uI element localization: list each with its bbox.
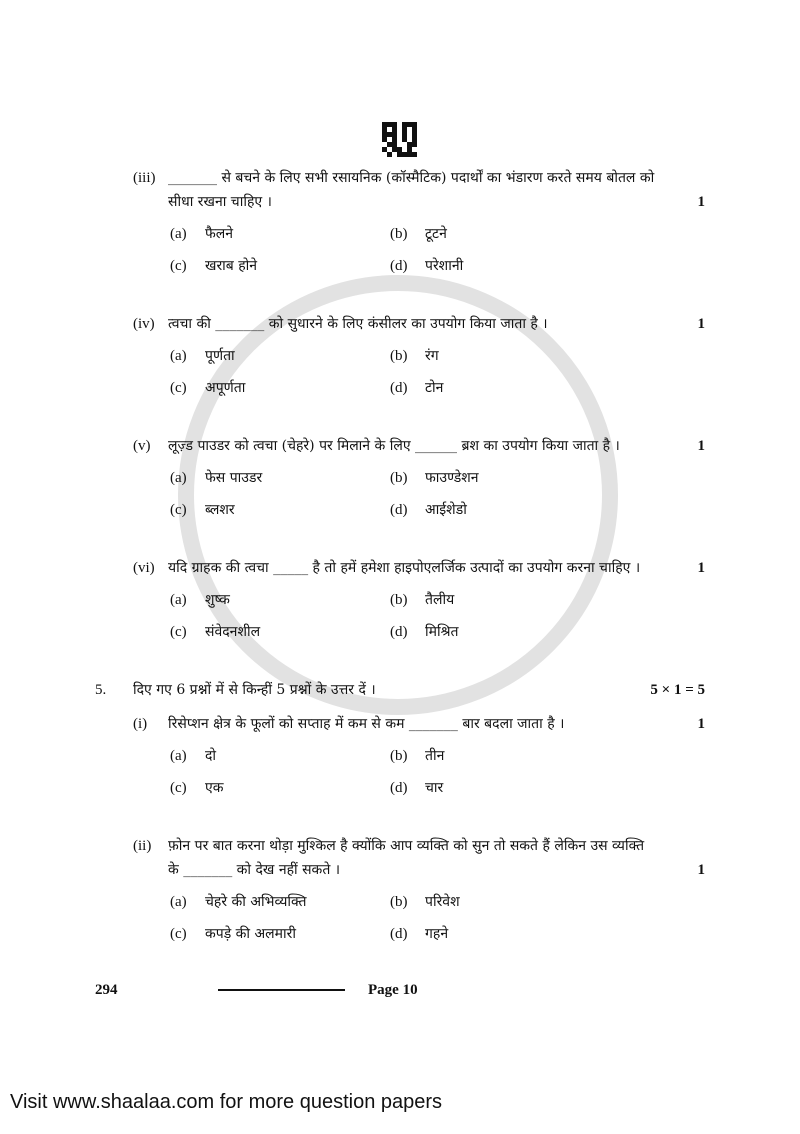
question-text-line: लूज़्ड पाउडर को त्वचा (चेहरे) पर मिलाने के लिए ______ ब्रश का उपयोग किया जाता है ।	[168, 438, 620, 454]
question-5-header	[95, 678, 705, 702]
question-number: (vi)	[133, 560, 155, 576]
options-grid	[170, 588, 705, 644]
question-5-instruction: दिए गए 6 प्रश्नों में से किन्हीं 5 प्रश्नों के उत्तर दें ।	[133, 682, 376, 698]
footer-rule	[218, 989, 345, 991]
question-row	[133, 312, 705, 336]
option-text: शुष्क	[205, 592, 230, 608]
option-text: फेस पाउडर	[205, 470, 263, 486]
option-text: आईशेडो	[425, 502, 467, 518]
question-text	[168, 834, 655, 882]
question-text	[168, 166, 655, 214]
question-5-marks: 5 × 1 = 5	[650, 682, 705, 698]
option[interactable]	[390, 344, 705, 368]
option[interactable]	[390, 890, 705, 914]
option-text: दो	[205, 748, 217, 764]
option[interactable]	[170, 222, 390, 246]
option-label: (a)	[170, 592, 187, 608]
question-text	[168, 434, 655, 458]
question-marks: 1	[697, 862, 705, 878]
question-number: (iii)	[133, 170, 156, 186]
options-grid	[170, 890, 705, 946]
question-text-line: रिसेप्शन क्षेत्र के फूलों को सप्ताह में कम से कम _______ बार बदला जाता है ।	[168, 716, 565, 732]
option[interactable]	[170, 776, 390, 800]
question-row	[133, 834, 705, 882]
option-text: परिवेश	[425, 894, 460, 910]
option-text: फैलने	[205, 226, 234, 242]
option-text: चेहरे की अभिव्यक्ति	[205, 894, 307, 910]
question-number: (i)	[133, 716, 148, 732]
option-label: (c)	[170, 780, 187, 796]
page-footer	[95, 980, 705, 1000]
option[interactable]	[170, 620, 390, 644]
option-label: (a)	[170, 348, 187, 364]
subject-code: 294	[95, 982, 118, 998]
option-text: ब्लशर	[205, 502, 235, 518]
option-label: (b)	[390, 348, 408, 364]
question-marks: 1	[697, 316, 705, 332]
question-4-list	[95, 166, 705, 644]
option[interactable]	[170, 922, 390, 946]
option-text: परेशानी	[425, 258, 464, 274]
option[interactable]	[390, 376, 705, 400]
option[interactable]	[170, 744, 390, 768]
question-text-line: के _______ को देख नहीं सकते ।	[168, 862, 341, 878]
question-block	[95, 834, 705, 946]
option-label: (d)	[390, 780, 408, 796]
question-text	[168, 556, 655, 580]
option-text: गहने	[425, 926, 449, 942]
question-text-line: सीधा रखना चाहिए ।	[168, 194, 272, 210]
option-text: अपूर्णता	[205, 380, 246, 396]
question-row	[133, 166, 705, 214]
question-5-list	[95, 712, 705, 946]
option-label: (c)	[170, 258, 187, 274]
question-text-line: यदि ग्राहक की त्वचा _____ है तो हमें हमेशा हाइपोएलर्जिक उत्पादों का उपयोग करना चाहिए ।	[168, 560, 641, 576]
option-label: (c)	[170, 502, 187, 518]
option-text: मिश्रित	[425, 624, 459, 640]
question-block	[95, 312, 705, 400]
option[interactable]	[390, 222, 705, 246]
question-number: (iv)	[133, 316, 155, 332]
option-label: (d)	[390, 926, 408, 942]
option-text: कपड़े की अलमारी	[205, 926, 297, 942]
question-block	[95, 434, 705, 522]
option[interactable]	[170, 498, 390, 522]
option-text: तैलीय	[425, 592, 455, 608]
option-label: (b)	[390, 226, 408, 242]
question-block	[95, 556, 705, 644]
options-grid	[170, 344, 705, 400]
option-label: (a)	[170, 748, 187, 764]
option-label: (d)	[390, 380, 408, 396]
option-label: (a)	[170, 894, 187, 910]
question-text-line: फ़ोन पर बात करना थोड़ा मुश्किल है क्योंकि आप व्यक्ति को सुन तो सकते हैं लेकिन उस व्यक्ति	[168, 838, 645, 854]
option[interactable]	[170, 466, 390, 490]
option-label: (c)	[170, 624, 187, 640]
question-number: (ii)	[133, 838, 152, 854]
options-grid	[170, 222, 705, 278]
options-grid	[170, 466, 705, 522]
question-marks: 1	[697, 560, 705, 576]
option-label: (b)	[390, 470, 408, 486]
option-label: (b)	[390, 748, 408, 764]
option[interactable]	[390, 466, 705, 490]
option-label: (d)	[390, 258, 408, 274]
question-text	[168, 712, 655, 736]
option-label: (b)	[390, 592, 408, 608]
options-grid	[170, 744, 705, 800]
question-row	[133, 556, 705, 580]
option-text: खराब होने	[205, 258, 258, 274]
question-block	[95, 712, 705, 800]
option-label: (d)	[390, 502, 408, 518]
option-label: (c)	[170, 380, 187, 396]
question-marks: 1	[697, 716, 705, 732]
option-label: (b)	[390, 894, 408, 910]
option[interactable]	[390, 620, 705, 644]
option-label: (c)	[170, 926, 187, 942]
question-text	[168, 312, 655, 336]
question-marks: 1	[697, 438, 705, 454]
option-text: चार	[425, 780, 444, 796]
option-label: (d)	[390, 624, 408, 640]
option[interactable]	[170, 344, 390, 368]
option[interactable]	[390, 588, 705, 612]
question-row	[133, 434, 705, 458]
option-label: (a)	[170, 226, 187, 242]
option[interactable]	[390, 922, 705, 946]
option[interactable]	[170, 588, 390, 612]
option[interactable]	[170, 376, 390, 400]
option-label: (a)	[170, 470, 187, 486]
option[interactable]	[170, 890, 390, 914]
option-text: पूर्णता	[205, 348, 235, 364]
option-text: फाउण्डेशन	[425, 470, 479, 486]
option-text: टूटने	[425, 226, 447, 242]
option[interactable]	[390, 776, 705, 800]
question-number: (v)	[133, 438, 151, 454]
question-5-number: 5.	[95, 682, 107, 698]
site-footer-link[interactable]: Visit www.shaalaa.com for more question papers	[10, 1091, 443, 1113]
option[interactable]	[170, 254, 390, 278]
question-row	[133, 712, 705, 736]
question-text-line: _______ से बचने के लिए सभी रसायनिक (कॉस्मैटिक) पदार्थों का भंडारण करते समय बोतल को	[168, 170, 655, 186]
option[interactable]	[390, 744, 705, 768]
option-text: रंग	[425, 348, 439, 364]
option[interactable]	[390, 498, 705, 522]
option-text: एक	[205, 780, 224, 796]
question-block	[95, 166, 705, 278]
question-marks: 1	[697, 194, 705, 210]
page-number: Page 10	[368, 982, 418, 998]
question-text-line: त्वचा की _______ को सुधारने के लिए कंसीलर का उपयोग किया जाता है ।	[168, 316, 548, 332]
option-text: टोन	[425, 380, 444, 396]
option[interactable]	[390, 254, 705, 278]
option-text: संवेदनशील	[205, 624, 261, 640]
option-text: तीन	[425, 748, 445, 764]
